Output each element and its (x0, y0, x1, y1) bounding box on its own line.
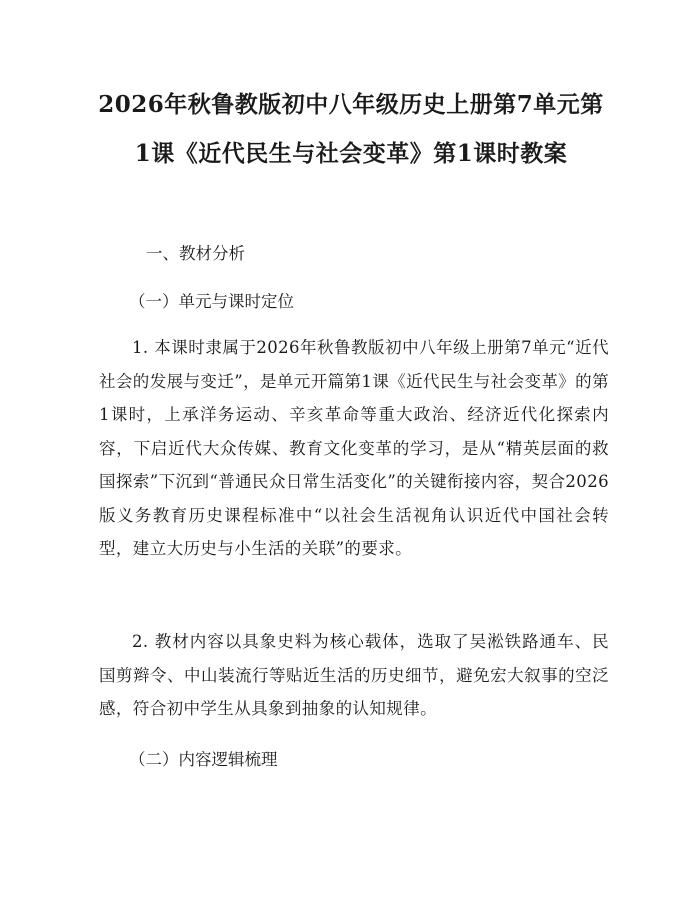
section-heading-textbook-analysis: 一、教材分析 (146, 244, 245, 263)
paragraph-unit-positioning: 1. 本课时隶属于2026年秋鲁教版初中八年级上册第7单元“近代社会的发展与变迁”，是单元开篇第1课《近代民生与社会变革》的第1课时，上承洋务运动、辛亥革命等重大政治、经济近代化探索内容，下启近代大众传媒、教育文化变革的学习，是从“精英层面的救国探索”下沉到“普通民众日常生活变化”的关键衔接内容，契合2026版义务教育历史课程标准中“以社会生活视角认识近代中国社会转型，建立大历史与小生活的关联”的要求。 (99, 338, 609, 558)
subsection-heading-unit-positioning: （一）单元与课时定位 (129, 292, 294, 311)
subsection-heading-content-logic: （二）内容逻辑梳理 (129, 750, 278, 769)
document-title: 2026年秋鲁教版初中八年级历史上册第7单元第1课《近代民生与社会变革》第1课时教案 (98, 91, 604, 167)
paragraph-textbook-content: 2. 教材内容以具象史料为核心载体，选取了吴淞铁路通车、民国剪辫令、中山装流行等贴近生活的历史细节，避免宏大叙事的空泛感，符合初中学生从具象到抽象的认知规律。 (99, 632, 609, 718)
